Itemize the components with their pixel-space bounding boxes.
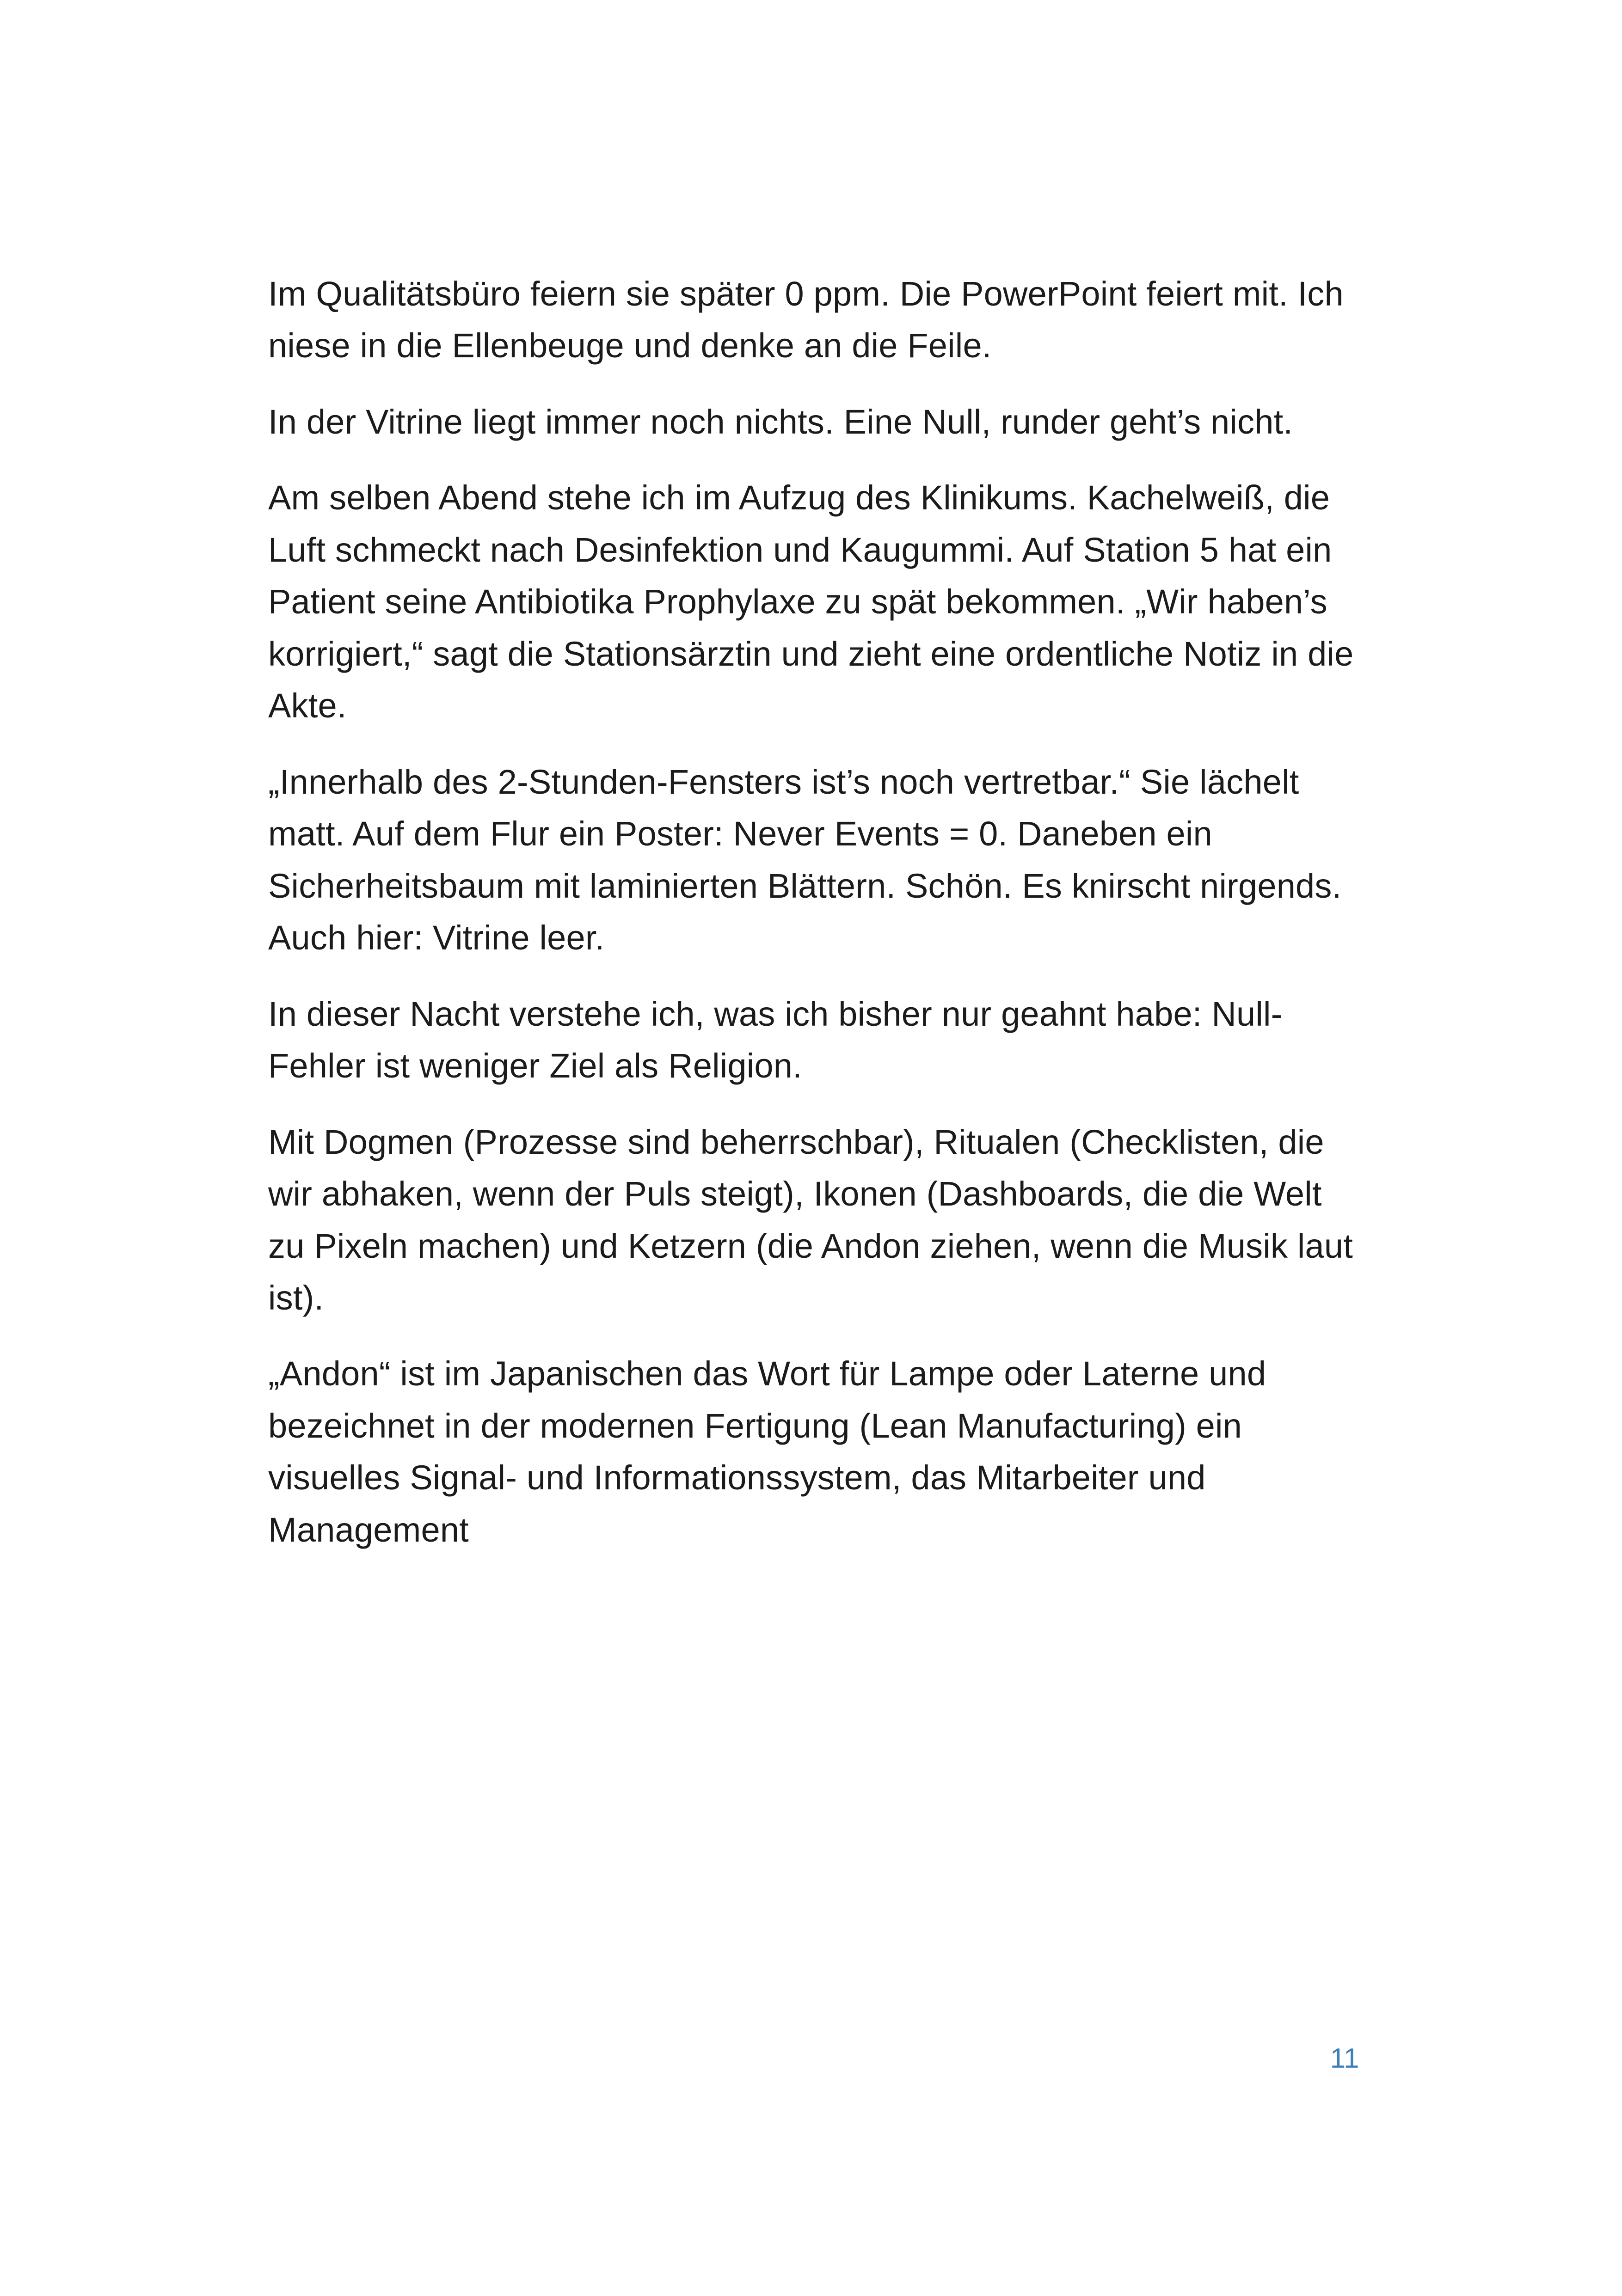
page-number: 11 bbox=[1330, 2043, 1359, 2074]
paragraph: In dieser Nacht verstehe ich, was ich bisher nur geahnt habe: Null-Fehler ist weniger Ziel als Religion. bbox=[268, 994, 1283, 1085]
paragraph: In der Vitrine liegt immer noch nichts. Eine Null, runder geht’s nicht. bbox=[268, 402, 1293, 441]
paragraph: „Andon“ ist im Japanischen das Wort für Lampe oder Laterne und bezeichnet in der modernen Fertigung (Lean Manufacturing) ein visuelles Signal- und Informationssystem, das Mitarbeiter und Management bbox=[268, 1354, 1276, 1549]
paragraph: Im Qualitätsbüro feiern sie später 0 ppm. Die PowerPoint feiert mit. Ich niese in die Ellenbeuge und denke an die Feile. bbox=[268, 275, 1353, 365]
paragraph: Am selben Abend stehe ich im Aufzug des Klinikums. Kachelweiß, die Luft schmeckt nach Desinfektion und Kaugummi. Auf Station 5 hat ein Patient seine Antibiotika Prophylaxe zu spät bekommen. „Wir haben’s korrigiert,“ sagt die Stationsärztin und zieht eine ordentliche Notiz in die Akte. bbox=[268, 478, 1362, 725]
paragraph: „Innerhalb des 2-Stunden-Fensters ist’s noch vertretbar.“ Sie lächelt matt. Auf dem Flur ein Poster: Never Events = 0. Daneben ein Sicherheitsbaum mit laminierten Blättern. Schön. Es knirscht nirgends. Auch hier: Vitrine leer. bbox=[268, 762, 1350, 957]
paragraph: Mit Dogmen (Prozesse sind beherrschbar), Ritualen (Checklisten, die wir abhaken, wenn der Puls steigt), Ikonen (Dashboards, die die Welt zu Pixeln machen) und Ketzern (die Andon ziehen, wenn die Musik laut ist). bbox=[268, 1122, 1363, 1317]
page-body bbox=[268, 268, 1363, 1556]
